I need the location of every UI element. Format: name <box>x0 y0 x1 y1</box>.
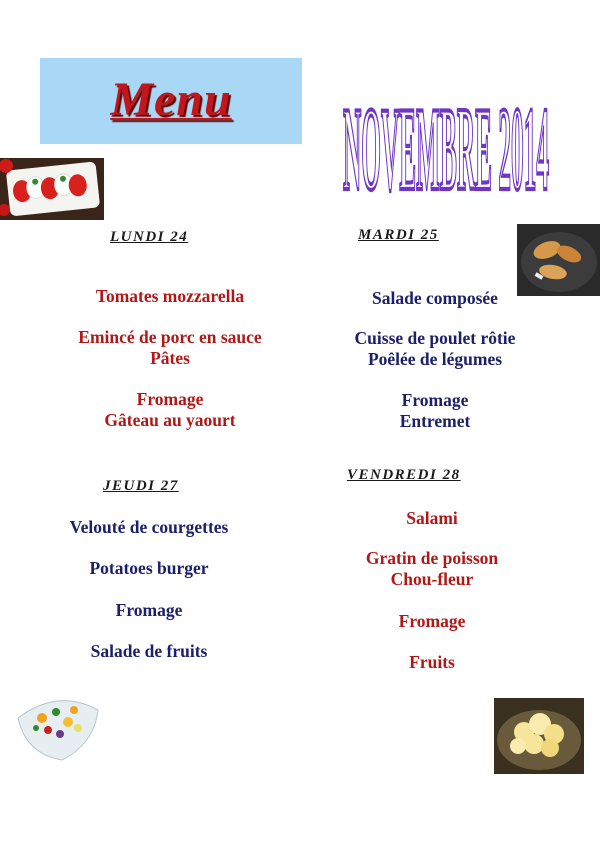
dish-tue-cheese: Fromage <box>401 390 469 410</box>
dish-tue-main: Cuisse de poulet rôtie <box>354 328 516 348</box>
dish-fri-side: Chou-fleur <box>390 569 474 589</box>
day-monday: LUNDI 24 <box>110 229 189 245</box>
dish-mon-side: Pâtes <box>150 348 190 368</box>
fruit-salad-photo <box>12 688 104 768</box>
dish-fri-cheese: Fromage <box>398 611 466 631</box>
dish-mon-dessert: Gâteau au yaourt <box>104 410 236 430</box>
title-banner <box>40 58 302 144</box>
chicken-photo <box>517 224 600 296</box>
cauliflower-photo <box>494 698 584 774</box>
dish-thu-cheese: Fromage <box>115 600 183 620</box>
dish-thu-starter: Velouté de courgettes <box>69 517 229 537</box>
dish-thu-main: Potatoes burger <box>89 558 209 578</box>
dish-tue-side: Poêlée de légumes <box>367 349 503 369</box>
dish-fri-main: Gratin de poisson <box>365 548 499 568</box>
dish-mon-cheese: Fromage <box>136 389 204 409</box>
day-friday: VENDREDI 28 <box>347 467 461 483</box>
day-thursday: JEUDI 27 <box>103 478 179 494</box>
dish-mon-starter: Tomates mozzarella <box>95 286 245 306</box>
page-title: Menu <box>110 73 232 126</box>
day-tuesday: MARDI 25 <box>358 227 439 243</box>
dish-tue-dessert: Entremet <box>399 411 471 431</box>
dish-fri-dessert: Fruits <box>409 652 455 672</box>
tomato-mozzarella-photo <box>0 158 104 220</box>
dish-mon-main: Emincé de porc en sauce <box>78 327 262 347</box>
month-title <box>340 80 552 202</box>
dish-thu-dessert: Salade de fruits <box>90 641 208 661</box>
dish-tue-starter: Salade composée <box>372 288 498 308</box>
dish-fri-starter: Salami <box>406 508 458 528</box>
month-title-text: NOVEMBRE 2014 <box>343 82 549 202</box>
